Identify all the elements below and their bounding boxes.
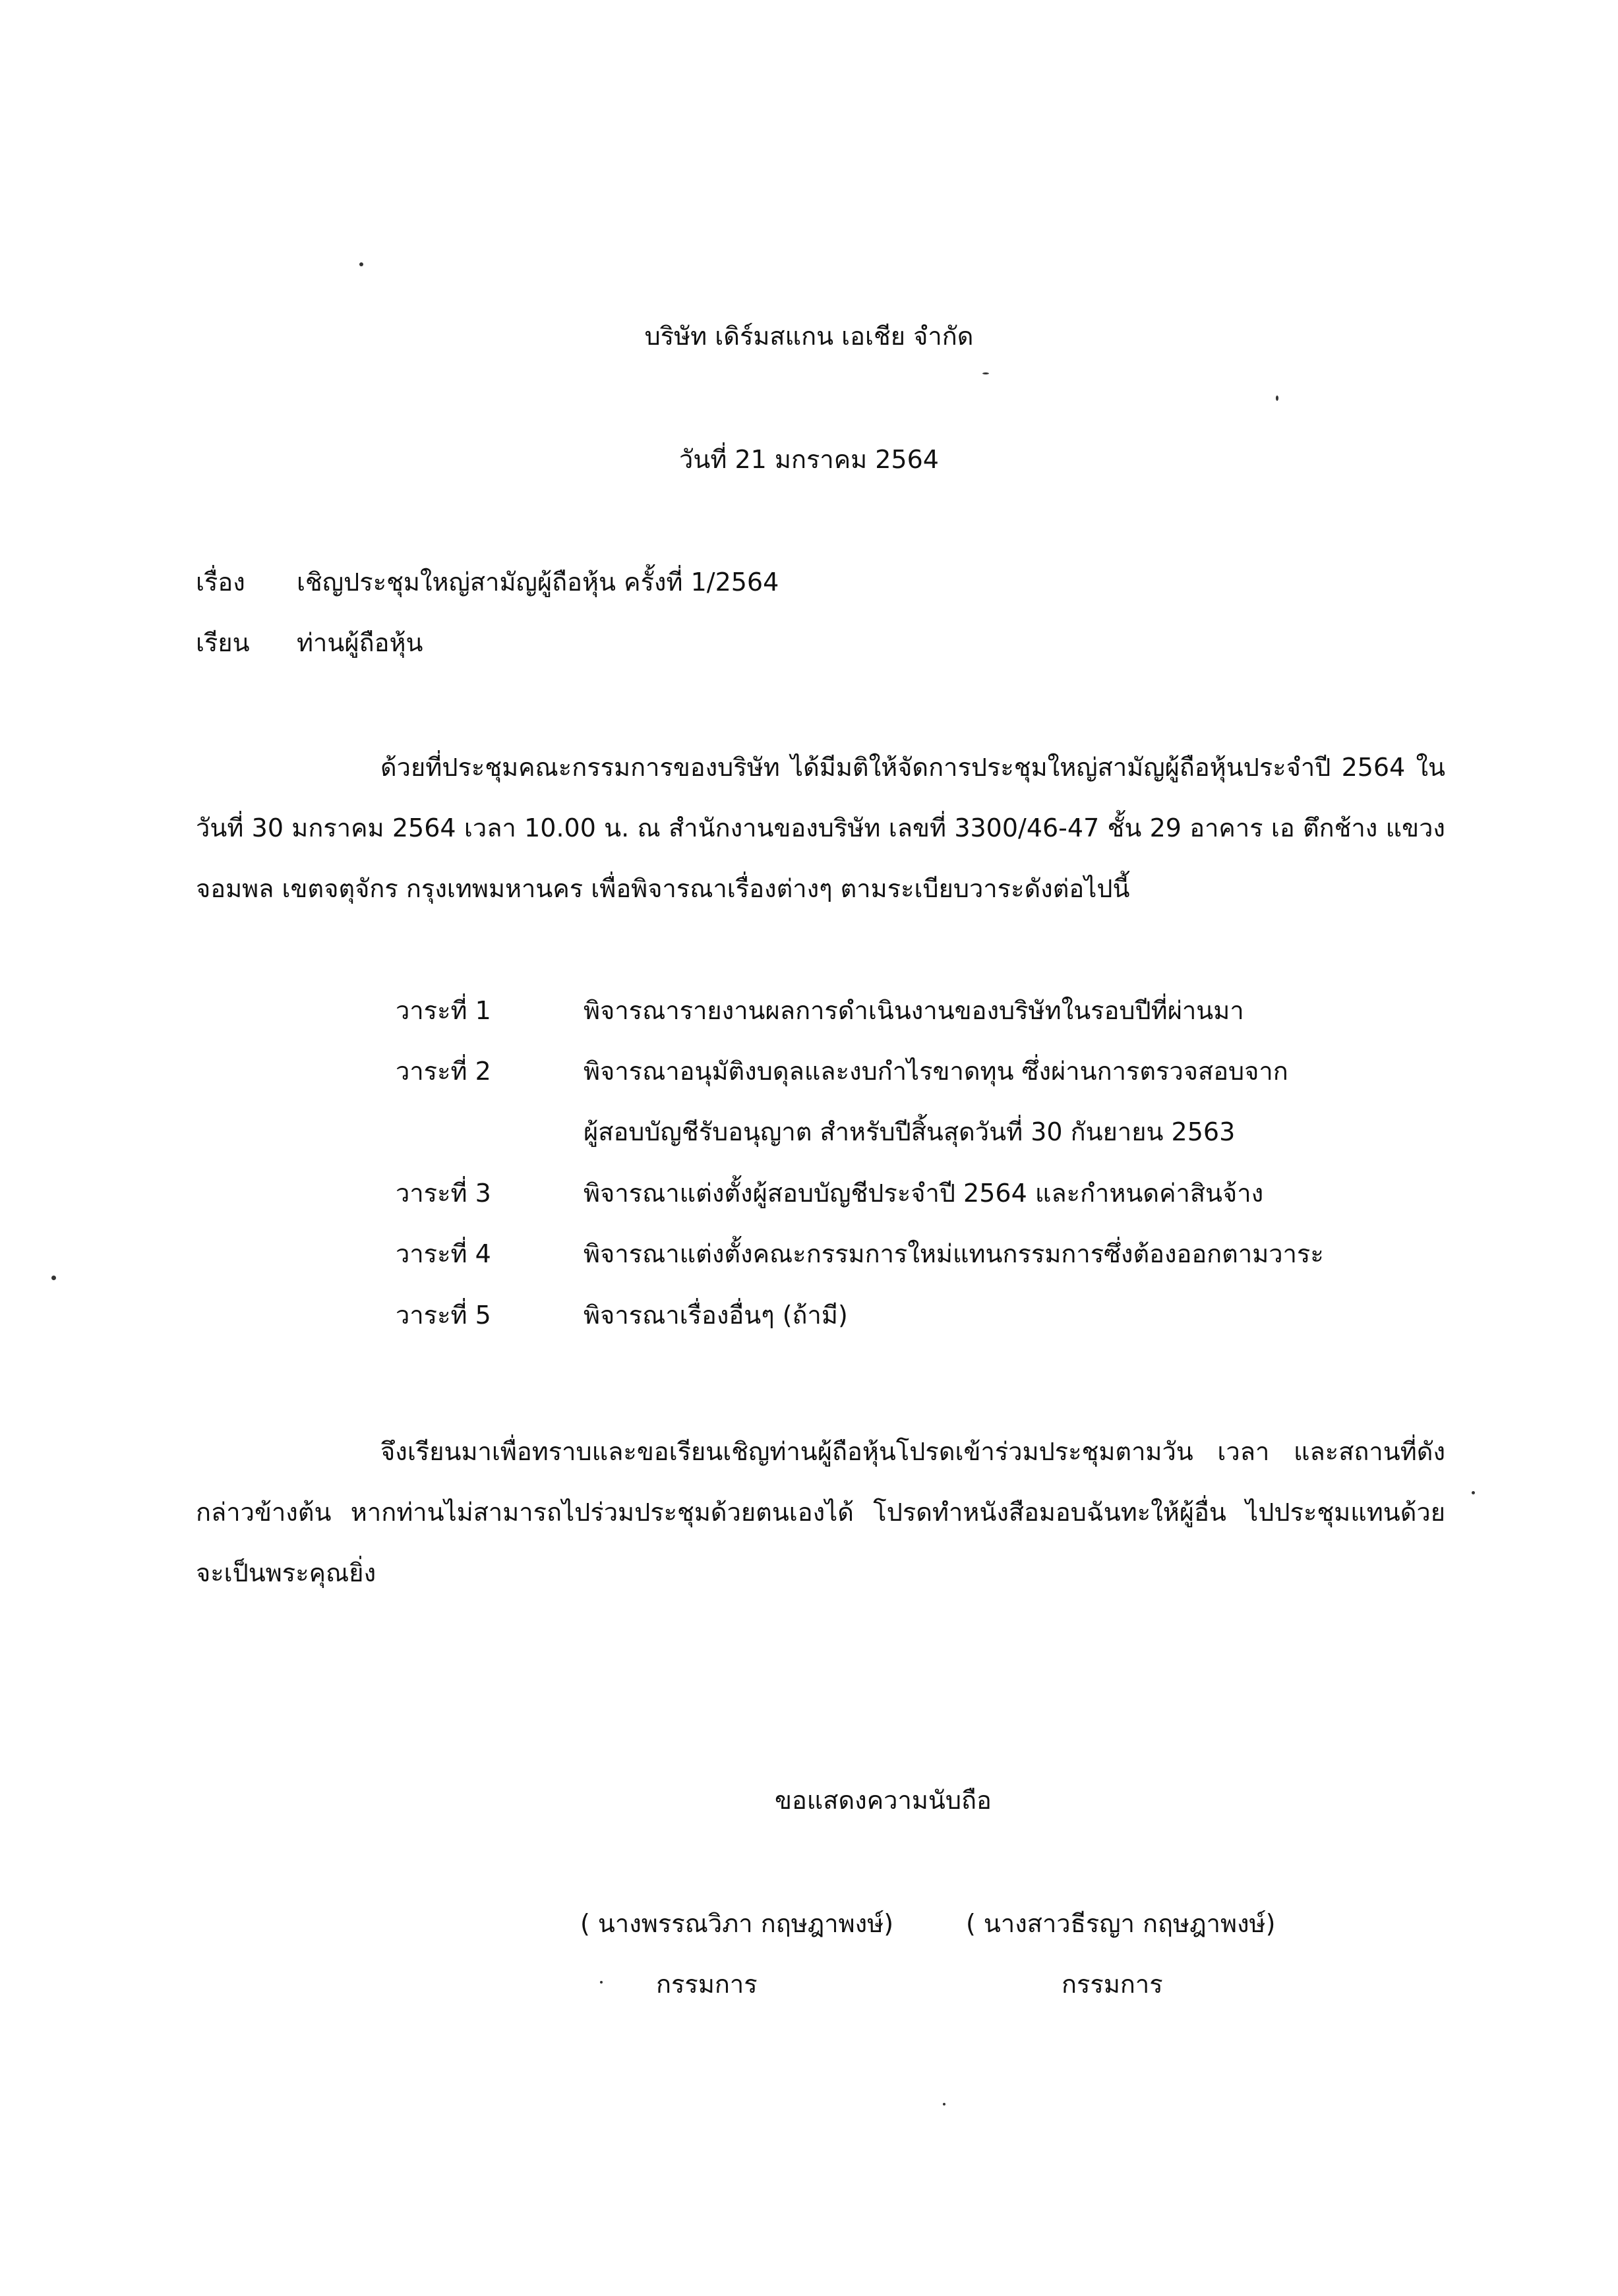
- signatory-name-2: ( นางสาวธีรญา กฤษฎาพงษ์): [966, 1909, 1276, 1938]
- scan-speck: [982, 372, 989, 374]
- agenda-text-5: พิจารณาเรื่องอื่นๆ (ถ้ามี): [584, 1301, 848, 1330]
- signatory-role-2: กรรมการ: [1062, 1970, 1163, 1999]
- agenda-label-5: วาระที่ 5: [396, 1301, 491, 1330]
- sign-off: ขอแสดงความนับถือ: [775, 1786, 992, 1815]
- agenda-label-4: วาระที่ 4: [396, 1239, 491, 1268]
- agenda-text-1: พิจารณารายงานผลการดำเนินงานของบริษัทในรอบปีที่ผ่านมา: [584, 996, 1244, 1025]
- closing-paragraph: [196, 1421, 1445, 1603]
- scan-speck: [943, 2103, 945, 2105]
- scan-speck: [51, 1276, 56, 1280]
- agenda-text-4: พิจารณาแต่งตั้งคณะกรรมการใหม่แทนกรรมการซึ่งต้องออกตามวาระ: [584, 1239, 1324, 1268]
- recipient-text: ท่านผู้ถือหุ้น: [297, 628, 423, 657]
- signatory-role-1: กรรมการ: [656, 1970, 758, 1999]
- company-name: บริษัท เดิร์มสแกน เอเชีย จำกัด: [644, 322, 974, 351]
- agenda-text-2-continued: ผู้สอบบัญชีรับอนุญาต สำหรับปีสิ้นสุดวันที่ 30 กันยายน 2563: [584, 1117, 1236, 1146]
- scan-speck: [359, 262, 363, 266]
- agenda-label-2: วาระที่ 2: [396, 1057, 491, 1086]
- intro-paragraph-text: ด้วยที่ประชุมคณะกรรมการของบริษัท ได้มีมติให้จัดการประชุมใหญ่สามัญผู้ถือหุ้นประจำปี 2564 ในวันที่ 30 มกราคม 2564 เวลา 10.00 น. ณ สำนักงานของบริษัท เลขที่ 3300/46-47 ชั้น 29 อาคาร เอ ตึกช้าง แขวงจอมพล เขตจตุจักร กรุงเทพมหานคร เพื่อพิจารณาเรื่องต่างๆ ตามระเบียบวาระดังต่อไปนี้: [196, 753, 1445, 903]
- recipient-label: เรียน: [196, 628, 250, 657]
- scan-speck: [600, 1981, 603, 1984]
- subject-text: เชิญประชุมใหญ่สามัญผู้ถือหุ้น ครั้งที่ 1/2564: [297, 568, 779, 597]
- letter-date: วันที่ 21 มกราคม 2564: [679, 445, 939, 474]
- agenda-label-3: วาระที่ 3: [396, 1179, 491, 1208]
- agenda-text-3: พิจารณาแต่งตั้งผู้สอบบัญชีประจำปี 2564 และกำหนดค่าสินจ้าง: [584, 1179, 1264, 1208]
- scan-speck: [1276, 396, 1278, 401]
- signatory-name-1: ( นางพรรณวิภา กฤษฎาพงษ์): [580, 1909, 894, 1938]
- agenda-text-2: พิจารณาอนุมัติงบดุลและงบกำไรขาดทุน ซึ่งผ่านการตรวจสอบจาก: [584, 1057, 1288, 1086]
- closing-paragraph-text: จึงเรียนมาเพื่อทราบและขอเรียนเชิญท่านผู้ถือหุ้นโปรดเข้าร่วมประชุมตามวัน เวลา และสถานที่ดังกล่าวข้างต้น หากท่านไม่สามารถไปร่วมประชุมด้วยตนเองได้ โปรดทำหนังสือมอบฉันทะให้ผู้อื่น ไปประชุมแทนด้วย จะเป็นพระคุณยิ่ง: [196, 1437, 1445, 1587]
- agenda-label-1: วาระที่ 1: [396, 996, 491, 1025]
- subject-label: เรื่อง: [196, 568, 245, 597]
- intro-paragraph: [196, 737, 1445, 919]
- scan-speck: [1472, 1491, 1475, 1494]
